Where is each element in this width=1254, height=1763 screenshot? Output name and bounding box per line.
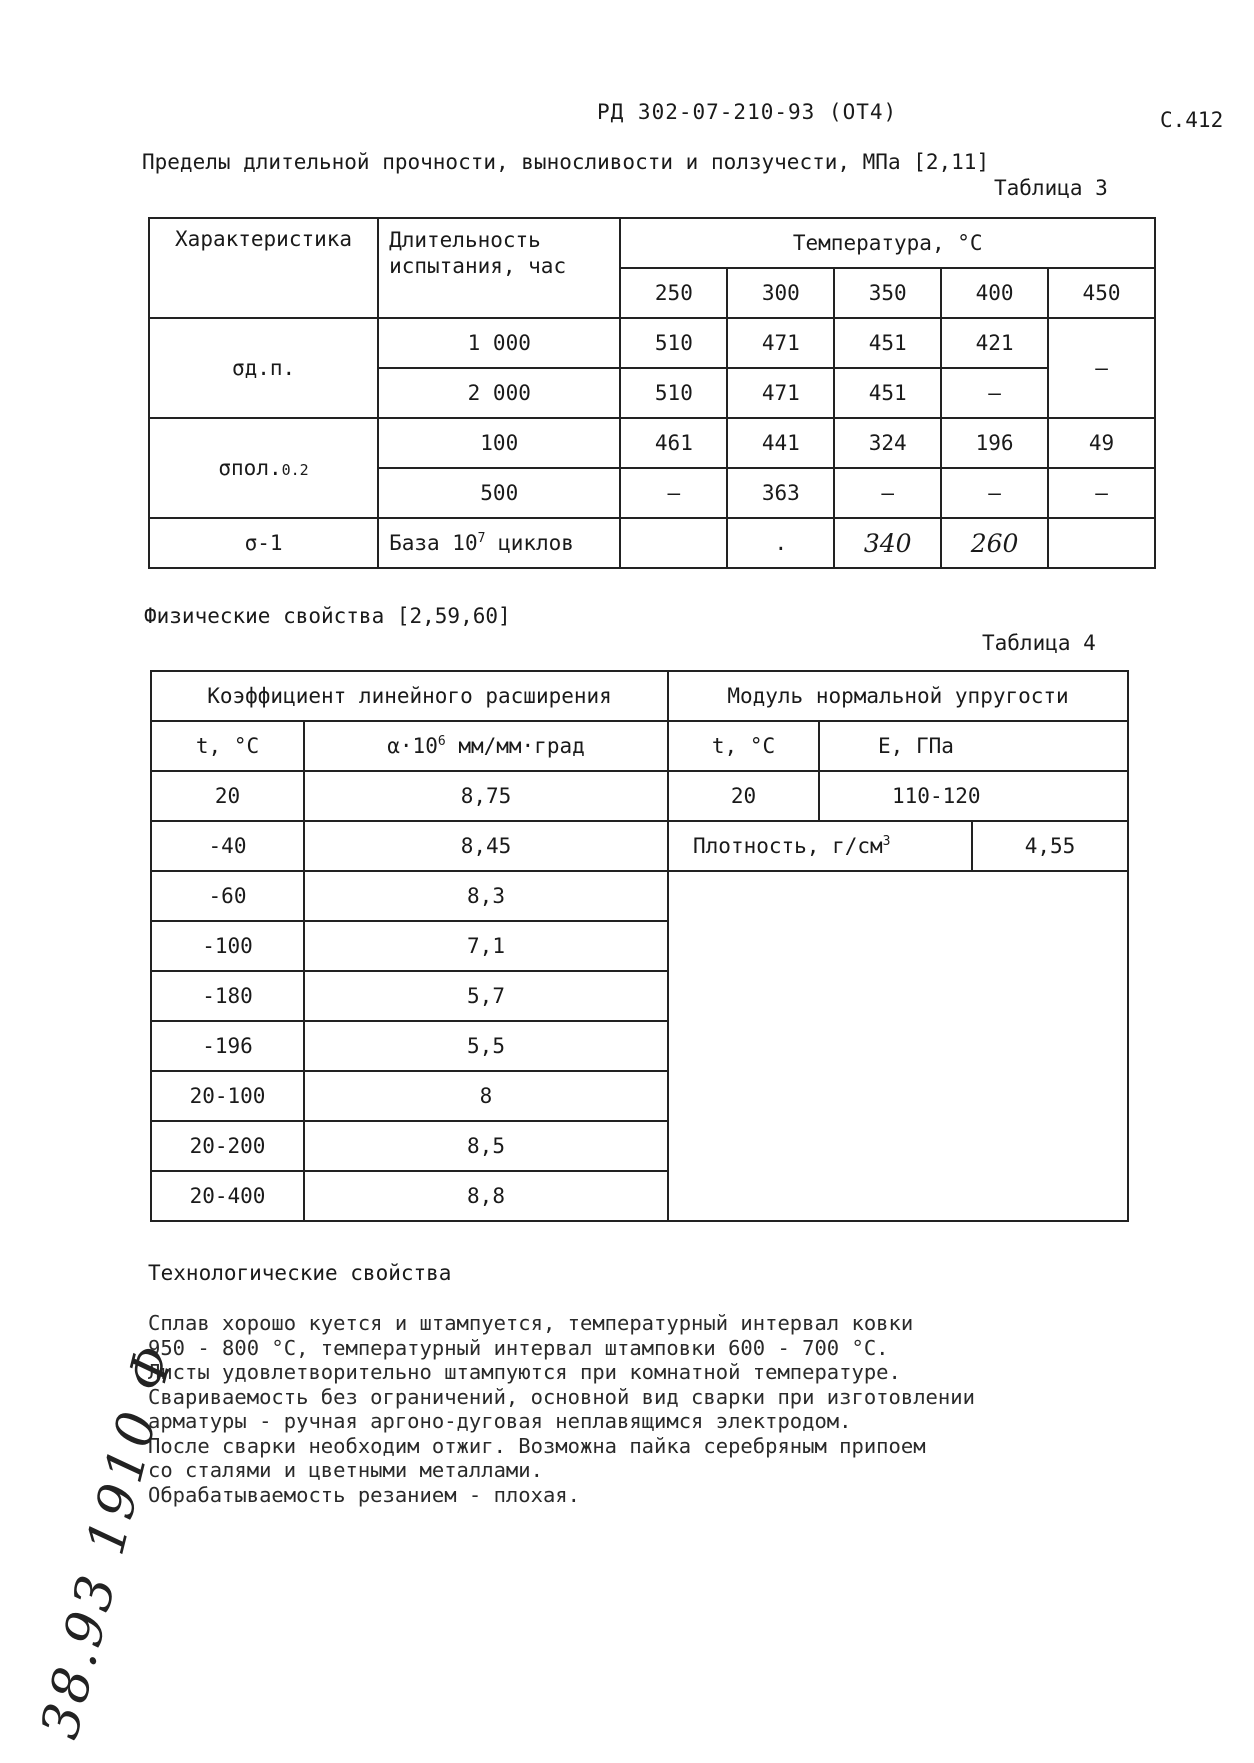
modulus-e-header: E, ГПа: [819, 721, 1128, 771]
table-row: [149, 318, 1155, 368]
symbol-creep-limit: [149, 418, 378, 518]
expansion-alpha: 8,3: [304, 871, 668, 921]
alpha-header-units: мм/мм·град: [445, 734, 585, 758]
value-cell: –: [941, 368, 1048, 418]
paragraph-line: Свариваемость без ограничений, основной вид сварки при изготовлении: [148, 1384, 975, 1409]
value-cell: 471: [727, 318, 834, 368]
value-cell: –: [941, 468, 1048, 518]
symbol-subscript: 0.2: [281, 461, 309, 479]
duration-cell: 2 000: [378, 368, 620, 418]
value-cell: [1048, 518, 1155, 568]
value-cell: .: [727, 518, 834, 568]
expansion-temp: 20-400: [151, 1171, 304, 1221]
value-cell: 324: [834, 418, 941, 468]
temp-350: 350: [834, 268, 941, 318]
header-duration-text: Длительность испытания, час: [389, 228, 567, 278]
table3: [148, 217, 1156, 569]
value-cell: [620, 518, 727, 568]
value-cell: 461: [620, 418, 727, 468]
value-cell: 510: [620, 318, 727, 368]
value-cell: –: [1048, 318, 1155, 418]
table3-title: Пределы длительной прочности, выносливости и ползучести, МПа [2,11]: [142, 150, 990, 174]
header-duration: [378, 218, 620, 318]
expansion-alpha: 7,1: [304, 921, 668, 971]
paragraph-line: арматуры - ручная аргоно-дуговая неплавящимся электродом.: [148, 1409, 852, 1433]
table-row: [151, 671, 1128, 721]
expansion-temp: -40: [151, 821, 304, 871]
expansion-temp: 20-200: [151, 1121, 304, 1171]
density-exponent: 3: [882, 834, 891, 849]
expansion-temp-header: t, °С: [151, 721, 304, 771]
paragraph-line: Сплав хорошо куется и штампуется, температурный интервал ковки: [148, 1311, 914, 1335]
duration-exponent: 7: [477, 531, 486, 546]
alpha-header-text: α·10: [387, 734, 438, 758]
expansion-temp: -100: [151, 921, 304, 971]
expansion-alpha: 8: [304, 1071, 668, 1121]
paragraph-line: 950 - 800 °С, температурный интервал штамповки 600 - 700 °С.: [148, 1335, 889, 1360]
expansion-temp: 20-100: [151, 1071, 304, 1121]
value-cell: 471: [727, 368, 834, 418]
modulus-e: 110-120: [819, 771, 1128, 821]
value-cell: 421: [941, 318, 1048, 368]
value-cell: 510: [620, 368, 727, 418]
expansion-alpha-header: [304, 721, 668, 771]
paragraph-line: Обрабатываемость резанием - плохая.: [148, 1482, 580, 1507]
temp-300: 300: [727, 268, 834, 318]
duration-text: База 10: [389, 531, 478, 555]
table-row: [151, 771, 1128, 821]
temp-400: 400: [941, 268, 1048, 318]
handwritten-margin-note: 38.93 1910 Ф: [30, 1336, 187, 1745]
value-cell: 451: [834, 318, 941, 368]
value-cell: –: [834, 468, 941, 518]
table-row: [149, 518, 1155, 568]
value-cell: –: [1048, 468, 1155, 518]
modulus-temp: 20: [668, 771, 819, 821]
value-cell: 49: [1048, 418, 1155, 468]
value-cell: 441: [727, 418, 834, 468]
table4-label: Таблица 4: [982, 631, 1096, 655]
modulus-title: Модуль нормальной упругости: [668, 671, 1128, 721]
expansion-title: Коэффициент линейного расширения: [151, 671, 668, 721]
table-row: [151, 721, 1128, 771]
document-code: РД 302-07-210-93 (ОТ4): [597, 100, 898, 124]
value-cell-handwritten: 340: [834, 518, 941, 568]
value-cell-handwritten: 260: [941, 518, 1048, 568]
page-number: С.412: [1160, 108, 1224, 132]
expansion-alpha: 8,45: [304, 821, 668, 871]
duration-cell: 100: [378, 418, 620, 468]
symbol-creep-strength: σд.п.: [149, 318, 378, 418]
modulus-temp-header: t, °С: [668, 721, 819, 771]
duration-text: циклов: [485, 531, 574, 555]
symbol-endurance: σ-1: [149, 518, 378, 568]
expansion-temp: -180: [151, 971, 304, 1021]
expansion-alpha: 8,75: [304, 771, 668, 821]
density-label: [668, 821, 972, 871]
empty-area: [668, 871, 1128, 1221]
value-cell: –: [620, 468, 727, 518]
expansion-temp: -196: [151, 1021, 304, 1071]
header-characteristic: Характеристика: [149, 218, 378, 318]
table-row: [151, 871, 1128, 921]
value-cell: 196: [941, 418, 1048, 468]
table-row: [149, 418, 1155, 468]
expansion-temp: -60: [151, 871, 304, 921]
symbol-text: σпол.: [218, 456, 282, 480]
temp-250: 250: [620, 268, 727, 318]
expansion-alpha: 5,7: [304, 971, 668, 1021]
density-value: 4,55: [972, 821, 1128, 871]
value-cell: 451: [834, 368, 941, 418]
table-row: [149, 218, 1155, 268]
header-temperature: Температура, °С: [620, 218, 1155, 268]
paragraph-line: После сварки необходим отжиг. Возможна пайка серебряным припоем: [148, 1433, 926, 1458]
tech-paragraph: [148, 1311, 975, 1507]
table4-section-title: Физические свойства [2,59,60]: [144, 604, 511, 628]
table4: [150, 670, 1129, 1222]
duration-cell: [378, 518, 620, 568]
duration-cell: 500: [378, 468, 620, 518]
table-row: [151, 821, 1128, 871]
tech-section-title: Технологические свойства: [148, 1261, 452, 1285]
density-label-text: Плотность, г/см: [693, 834, 883, 858]
table3-label: Таблица 3: [994, 176, 1108, 200]
alpha-header-exponent: 6: [437, 734, 446, 749]
duration-cell: 1 000: [378, 318, 620, 368]
temp-450: 450: [1048, 268, 1155, 318]
expansion-alpha: 8,8: [304, 1171, 668, 1221]
expansion-alpha: 5,5: [304, 1021, 668, 1071]
paragraph-line: со сталями и цветными металлами.: [148, 1458, 543, 1482]
paragraph-line: Листы удовлетворительно штампуются при комнатной температуре.: [148, 1360, 901, 1384]
expansion-temp: 20: [151, 771, 304, 821]
value-cell: 363: [727, 468, 834, 518]
expansion-alpha: 8,5: [304, 1121, 668, 1171]
